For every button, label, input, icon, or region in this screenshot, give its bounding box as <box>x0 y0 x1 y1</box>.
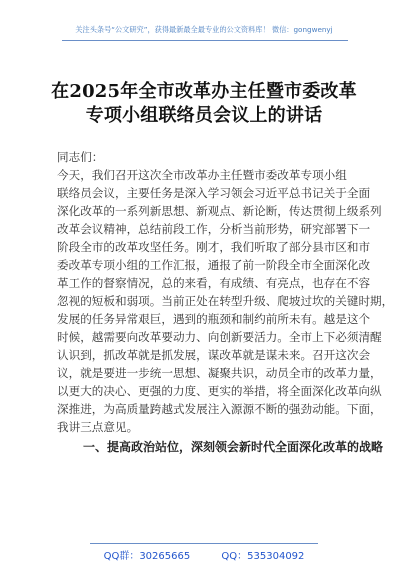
footer-qq-group: QQ群：30265665 <box>103 551 191 562</box>
footer-contact <box>0 547 408 562</box>
body-text-line: 深推进，为高质量跨越式发展注入源源不断的强劲动能。下面， <box>57 402 382 416</box>
document-title-line-2: 专项小组联络员会议上的讲话 <box>85 105 323 126</box>
body-text-line: 我讲三点意见。 <box>57 420 139 434</box>
body-text-line: 发展的任务异常艰巨，遇到的瓶颈和制约前所未有。越是这个 <box>57 312 371 326</box>
footer-qq-number: QQ：535304092 <box>221 551 305 562</box>
header-divider <box>62 40 348 41</box>
body-text-line: 深化改革的一系列新思想、新观点、新论断，传达贯彻上级系列 <box>57 204 382 218</box>
salutation: 同志们： <box>57 150 104 164</box>
body-text-line: 忽视的短板和弱项。当前正处在转型升级、爬坡过坎的关键时期， <box>57 294 394 308</box>
page-footer <box>0 533 408 580</box>
body-text-line: 联络员会议，主要任务是深入学习领会习近平总书记关于全面 <box>57 186 371 200</box>
section-heading: 一、提高政治站位，深刻领会新时代全面深化改革的战略 <box>83 440 384 454</box>
document-title-line-1: 在2025年全市改革办主任暨市委改革 <box>51 81 357 102</box>
body-text-line: 以更大的决心、更强的力度、更实的举措，将全面深化改革向纵 <box>57 384 382 398</box>
page-header <box>0 0 408 48</box>
body-text-line: 时候，越需要向改革要动力、向创新要活力。全市上下必须清醒 <box>57 330 382 344</box>
footer-divider <box>90 543 318 544</box>
body-text-line: 阶段全市的改革攻坚任务。刚才，我们听取了部分县市区和市 <box>57 240 371 254</box>
body-text-line: 革工作的督察情况，总的来看，有成绩、有亮点，也存在不容 <box>57 276 371 290</box>
body-text-line: 认识到，抓改革就是抓发展，谋改革就是谋未来。召开这次会 <box>57 348 371 362</box>
body-text-line: 改革会议精神，总结前段工作，分析当前形势，研究部署下一 <box>57 222 371 236</box>
body-text-line: 今天，我们召开这次全市改革办主任暨市委改革专项小组 <box>57 168 347 182</box>
body-text-line: 委改革专项小组的工作汇报，通报了前一阶段全市全面深化改 <box>57 258 371 272</box>
body-text-line: 议，就是要进一步统一思想、凝聚共识，动员全市的改革力量， <box>57 366 382 380</box>
header-promo-text: 关注头条号“公文研究”，获得最新最全最专业的公文资料库！ 微信：gongwenyj <box>75 25 333 34</box>
